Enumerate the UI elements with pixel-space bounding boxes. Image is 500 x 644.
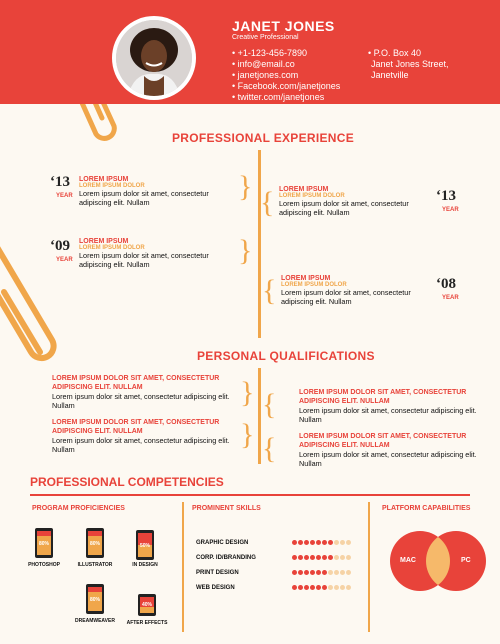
program-percent: 40% bbox=[141, 602, 152, 608]
rating-dot-filled bbox=[310, 585, 315, 590]
phone-icon bbox=[136, 530, 154, 560]
year-number: ‘13 bbox=[50, 174, 70, 190]
entry-title: LOREM IPSUM bbox=[279, 186, 329, 193]
qualification-item bbox=[52, 418, 247, 454]
program-name: IN DESIGN bbox=[132, 562, 158, 568]
address-line: Janet Jones Street, bbox=[371, 59, 449, 69]
program-name: PHOTOSHOP bbox=[28, 562, 60, 568]
rating-dot-filled bbox=[328, 555, 333, 560]
skill-row bbox=[196, 546, 356, 561]
brace-icon: { bbox=[262, 274, 277, 307]
entry-body: Lorem ipsum dolor sit amet, consectetur adipiscing elit. Nullam bbox=[79, 251, 209, 269]
qualification-body: Lorem ipsum dolor sit amet, consectetur adipiscing elit. Nullam bbox=[52, 436, 230, 454]
qualification-title: LOREM IPSUM DOLOR SIT AMET, CONSECTETUR ADIPISCING ELIT. NULLAM bbox=[299, 433, 467, 449]
rating-dot-filled bbox=[292, 540, 297, 545]
entry-body: Lorem ipsum dolor sit amet, consectetur adipiscing elit. Nullam bbox=[79, 189, 209, 207]
candidate-subtitle: Creative Professional bbox=[232, 34, 299, 41]
facebook-link[interactable]: • Facebook.com/janetjones bbox=[232, 81, 340, 92]
qualification-item bbox=[299, 388, 484, 424]
rating-dot-filled bbox=[316, 540, 321, 545]
rating-dot-filled bbox=[304, 570, 309, 575]
phone-icon bbox=[86, 584, 104, 614]
skill-name: PRINT DESIGN bbox=[196, 570, 239, 576]
brace-icon: { bbox=[262, 432, 277, 465]
rating-dot-empty bbox=[346, 555, 351, 560]
program-name: ILLUSTRATOR bbox=[77, 562, 113, 568]
rating-dot-filled bbox=[298, 585, 303, 590]
column-divider bbox=[182, 502, 184, 632]
rating-dot-empty bbox=[340, 585, 345, 590]
year-number: ‘08 bbox=[436, 276, 456, 292]
program-percent: 80% bbox=[89, 541, 100, 547]
address-block bbox=[368, 48, 449, 81]
experience-title: PROFESSIONAL EXPERIENCE bbox=[172, 131, 355, 145]
brace-icon: { bbox=[260, 186, 275, 219]
year-number: ‘13 bbox=[436, 188, 456, 204]
qualification-body: Lorem ipsum dolor sit amet, consectetur adipiscing elit. Nullam bbox=[299, 450, 477, 468]
entry-subtitle: LOREM IPSUM DOLOR bbox=[279, 193, 345, 199]
rating-dot-filled bbox=[322, 540, 327, 545]
experience-entry bbox=[79, 176, 239, 207]
rating-dot-filled bbox=[322, 555, 327, 560]
platform-pc-label: PC bbox=[461, 557, 471, 564]
qualification-title: LOREM IPSUM DOLOR SIT AMET, CONSECTETUR ADIPISCING ELIT. NULLAM bbox=[52, 375, 220, 391]
rating-dot-empty bbox=[346, 540, 351, 545]
brace-icon: } bbox=[240, 418, 255, 451]
program-item bbox=[28, 528, 60, 568]
qualification-title: LOREM IPSUM DOLOR SIT AMET, CONSECTETUR ADIPISCING ELIT. NULLAM bbox=[52, 419, 220, 435]
rating-dot-filled bbox=[310, 555, 315, 560]
program-item bbox=[77, 528, 113, 568]
rating-dot-empty bbox=[340, 540, 345, 545]
brace-icon: } bbox=[238, 234, 253, 267]
rating-dot-empty bbox=[334, 585, 339, 590]
rating-dot-filled bbox=[316, 570, 321, 575]
brace-icon: } bbox=[238, 170, 253, 203]
program-percent: 80% bbox=[38, 541, 49, 547]
rating-dot-filled bbox=[310, 570, 315, 575]
phone-icon bbox=[35, 528, 53, 558]
program-heading: PROGRAM PROFICIENCIES bbox=[32, 505, 125, 512]
rating-dot-filled bbox=[292, 570, 297, 575]
column-divider bbox=[368, 502, 370, 632]
experience-entry bbox=[281, 275, 431, 306]
year-label: YEAR bbox=[442, 295, 459, 301]
rating-dot-filled bbox=[328, 540, 333, 545]
qualification-body: Lorem ipsum dolor sit amet, consectetur adipiscing elit. Nullam bbox=[52, 392, 230, 410]
program-percent: 50% bbox=[139, 543, 150, 549]
program-item bbox=[126, 594, 168, 626]
rating-dot-empty bbox=[334, 555, 339, 560]
year-number: ‘09 bbox=[50, 238, 70, 254]
rating-dot-empty bbox=[340, 555, 345, 560]
rating-dot-filled bbox=[310, 540, 315, 545]
timeline-line bbox=[258, 368, 261, 464]
program-percent: 80% bbox=[89, 597, 100, 603]
skill-name: GRAPHIC DESIGN bbox=[196, 540, 249, 546]
program-item bbox=[75, 584, 115, 624]
phone-icon bbox=[86, 528, 104, 558]
experience-entry bbox=[79, 238, 239, 269]
phone-icon bbox=[138, 594, 156, 616]
phone-text: • +1-123-456-7890 bbox=[232, 48, 340, 59]
rating-dot-empty bbox=[346, 570, 351, 575]
rating-dot-filled bbox=[316, 555, 321, 560]
entry-title: LOREM IPSUM bbox=[281, 275, 331, 282]
qualification-body: Lorem ipsum dolor sit amet, consectetur adipiscing elit. Nullam bbox=[299, 406, 477, 424]
rating-dot-filled bbox=[304, 555, 309, 560]
skill-row bbox=[196, 531, 356, 546]
program-item bbox=[132, 530, 158, 568]
experience-entry bbox=[279, 186, 429, 217]
qualification-item bbox=[299, 432, 484, 468]
skills-list bbox=[196, 531, 356, 591]
address-line: Janetville bbox=[371, 70, 409, 80]
qualification-item bbox=[52, 374, 247, 410]
skill-name: WEB DESIGN bbox=[196, 585, 235, 591]
rating-dot-filled bbox=[292, 585, 297, 590]
rating-dot-empty bbox=[328, 570, 333, 575]
year-label: YEAR bbox=[56, 193, 73, 199]
email-link[interactable]: • info@email.co bbox=[232, 59, 340, 70]
rating-dot-empty bbox=[346, 585, 351, 590]
rating-dot-empty bbox=[334, 570, 339, 575]
entry-body: Lorem ipsum dolor sit amet, consectetur adipiscing elit. Nullam bbox=[279, 199, 409, 217]
entry-subtitle: LOREM IPSUM DOLOR bbox=[281, 282, 347, 288]
rating-dot-filled bbox=[316, 585, 321, 590]
entry-subtitle: LOREM IPSUM DOLOR bbox=[79, 245, 145, 251]
skill-row bbox=[196, 561, 356, 576]
rating-dot-empty bbox=[328, 585, 333, 590]
address-line: • P.O. Box 40 bbox=[368, 48, 422, 58]
brace-icon: } bbox=[240, 376, 255, 409]
entry-title: LOREM IPSUM bbox=[79, 176, 129, 183]
entry-title: LOREM IPSUM bbox=[79, 238, 129, 245]
rating-dot-filled bbox=[304, 540, 309, 545]
skill-name: CORP. ID/BRANDING bbox=[196, 555, 256, 561]
year-label: YEAR bbox=[56, 257, 73, 263]
rating-dot-filled bbox=[298, 570, 303, 575]
rating-dot-filled bbox=[322, 585, 327, 590]
rating-dot-filled bbox=[298, 555, 303, 560]
contact-list bbox=[232, 48, 340, 103]
candidate-name: JANET JONES bbox=[232, 18, 335, 34]
competencies-title: PROFESSIONAL COMPETENCIES bbox=[30, 475, 224, 489]
rating-dot-filled bbox=[304, 585, 309, 590]
rating-dot-empty bbox=[340, 570, 345, 575]
skills-heading: PROMINENT SKILLS bbox=[192, 505, 261, 512]
rating-dot-empty bbox=[334, 540, 339, 545]
section-divider bbox=[30, 494, 470, 496]
qualifications-title: PERSONAL QUALIFICATIONS bbox=[197, 349, 375, 363]
rating-dot-filled bbox=[298, 540, 303, 545]
brace-icon: { bbox=[262, 388, 277, 421]
year-label: YEAR bbox=[442, 207, 459, 213]
entry-subtitle: LOREM IPSUM DOLOR bbox=[79, 183, 145, 189]
entry-body: Lorem ipsum dolor sit amet, consectetur adipiscing elit. Nullam bbox=[281, 288, 411, 306]
rating-dot-filled bbox=[322, 570, 327, 575]
rating-dot-filled bbox=[292, 555, 297, 560]
profile-photo bbox=[116, 20, 192, 96]
twitter-link[interactable]: • twitter.com/janetjones bbox=[232, 92, 340, 103]
program-name: DREAMWEAVER bbox=[75, 618, 115, 624]
website-link[interactable]: • janetjones.com bbox=[232, 70, 340, 81]
skill-row bbox=[196, 576, 356, 591]
platform-heading: PLATFORM CAPABILITIES bbox=[382, 505, 471, 512]
timeline-line bbox=[258, 150, 261, 338]
qualification-title: LOREM IPSUM DOLOR SIT AMET, CONSECTETUR ADIPISCING ELIT. NULLAM bbox=[299, 389, 467, 405]
skill-rating bbox=[292, 577, 352, 595]
platform-mac-label: MAC bbox=[400, 557, 416, 564]
program-name: AFTER EFFECTS bbox=[126, 620, 168, 626]
